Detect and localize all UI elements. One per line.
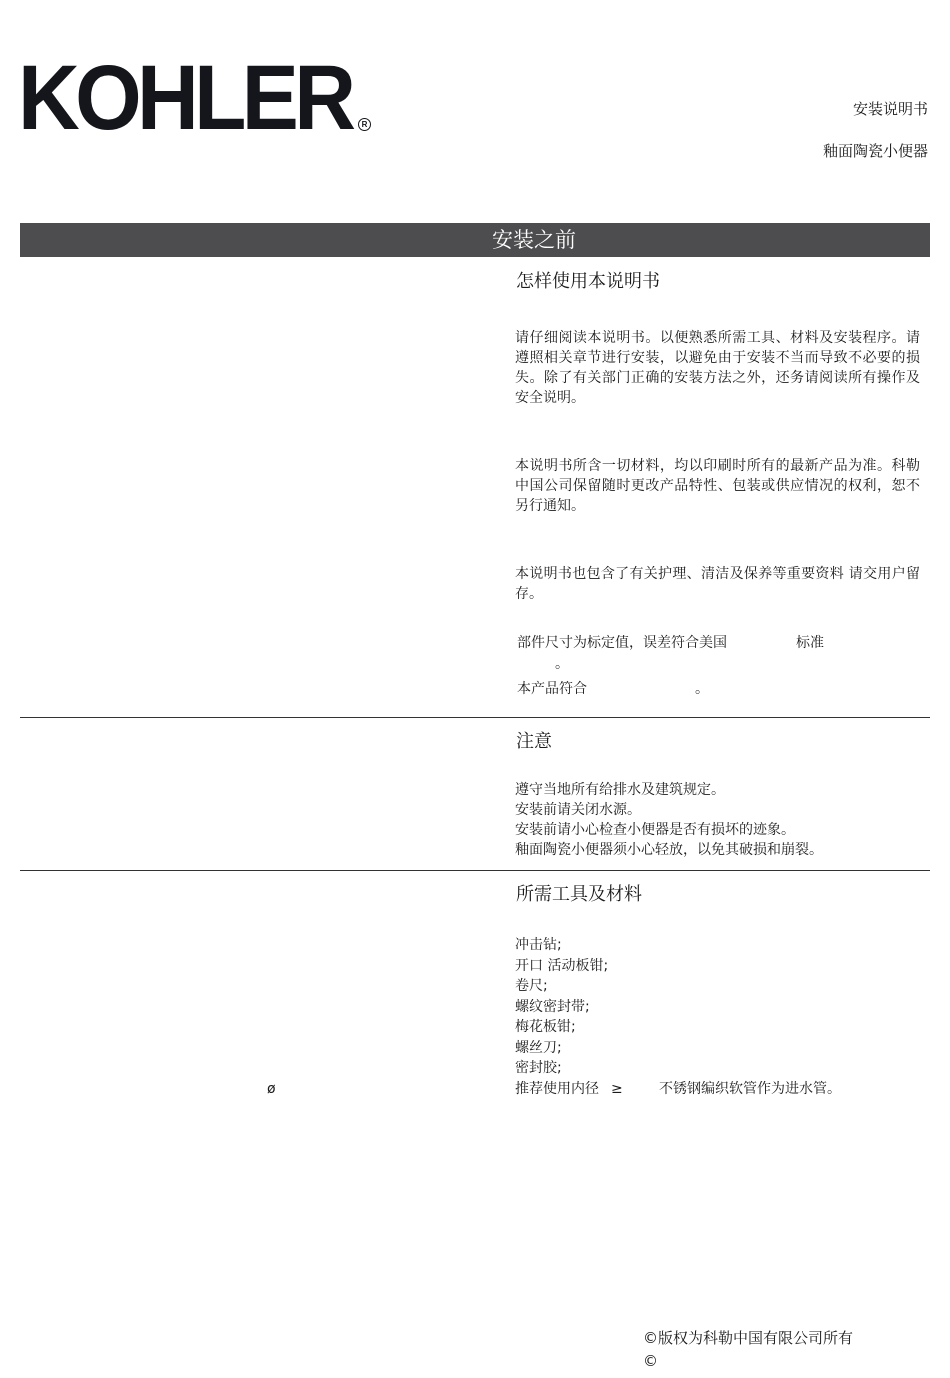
copyright-icon: © — [643, 1329, 658, 1347]
tool-item: 梅花板钳; — [515, 1019, 576, 1035]
copyright-line — [643, 1331, 853, 1346]
dimension-note: 部件尺寸为标定值，误差符合美国 — [517, 635, 727, 651]
kohler-logo: KOHLER — [18, 47, 352, 149]
caution-heading: 注意 — [516, 731, 552, 752]
tool-item: 螺纹密封带; — [515, 999, 590, 1015]
caution-item: 安装前请小心检查小便器是否有损坏的迹象。 — [515, 822, 795, 838]
copyright-text: 版权为科勒中国有限公司所有 — [658, 1329, 854, 1347]
recommend-hose-note: 推荐使用内径 — [515, 1081, 599, 1097]
caution-item: 釉面陶瓷小便器须小心轻放，以免其破损和崩裂。 — [515, 842, 823, 858]
how-to-use-paragraph-3: 本说明书也包含了有关护理、清洁及保养等重要资料 请交用户留存。 — [515, 566, 920, 602]
copyright-icon: © — [643, 1352, 658, 1370]
tool-item: 密封胶; — [515, 1060, 562, 1076]
document-type: 安装说明书 — [852, 100, 928, 118]
dimension-note-end: 。 — [555, 656, 569, 672]
tools-heading: 所需工具及材料 — [516, 884, 642, 905]
registered-mark-icon: R — [358, 118, 371, 131]
divider — [20, 717, 930, 718]
divider — [20, 870, 930, 871]
recommend-hose-note-end: 不锈钢编织软管作为进水管。 — [659, 1081, 841, 1097]
greater-equal-symbol: ≥ — [611, 1081, 623, 1097]
how-to-use-paragraph-2: 本说明书所含一切材料，均以印刷时所有的最新产品为准。科勒中国公司保留随时更改产品特性、包装或供应情况的权利，恕不另行通知。 — [515, 458, 920, 514]
tool-item: 开口 活动板钳; — [515, 958, 609, 974]
compliance-note: 本产品符合 — [517, 681, 587, 697]
compliance-note-end: 。 — [695, 681, 709, 697]
caution-item: 遵守当地所有给排水及建筑规定。 — [515, 782, 725, 798]
section-title: 安装之前 — [492, 228, 576, 252]
how-to-use-heading: 怎样使用本说明书 — [516, 271, 660, 292]
tool-item: 冲击钻; — [515, 937, 562, 953]
dimension-note-standard: 标准 — [796, 635, 824, 651]
tool-item: 卷尺; — [515, 978, 548, 994]
section-bar — [20, 223, 930, 257]
how-to-use-paragraph-1: 请仔细阅读本说明书。以便熟悉所需工具、材料及安装程序。请遵照相关章节进行安装，以避免由于安装不当而导致不必要的损失。除了有关部门正确的安装方法之外，还务请阅读所有操作及安全说明。 — [515, 330, 920, 406]
tool-item: 螺丝刀; — [515, 1040, 562, 1056]
product-name: 釉面陶瓷小便器 — [822, 142, 928, 160]
diameter-symbol: ø — [267, 1081, 276, 1097]
caution-item: 安装前请关闭水源。 — [515, 802, 641, 818]
